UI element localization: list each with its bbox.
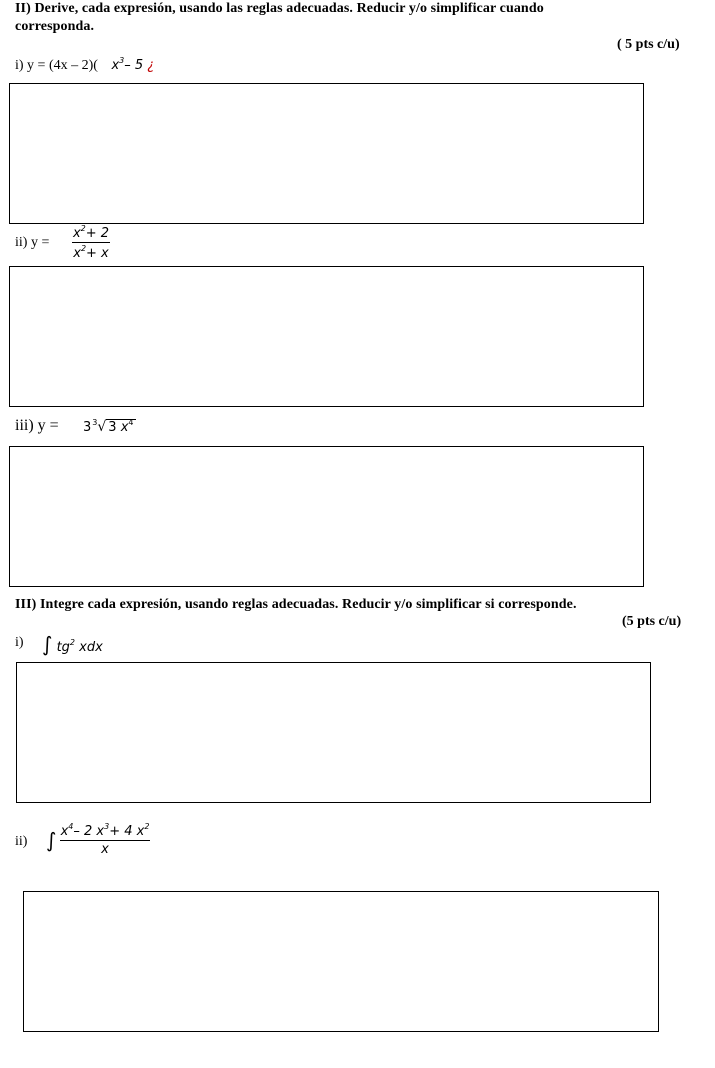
- section-3-heading: III) Integre cada expresión, usando reglas adecuadas. Reducir y/o simplificar si corresponde.: [15, 597, 577, 612]
- section-2-heading: II) Derive, cada expresión, usando las reglas adecuadas. Reducir y/o simplificar cuando corresponda.: [15, 1, 544, 34]
- item-3-ii-fraction: [60, 822, 150, 857]
- item-2-iii-coefficient: 3: [83, 420, 92, 435]
- answer-box-3-i[interactable]: [16, 662, 651, 803]
- item-2-i-expression: $x^3-$ 5 ¿: [111, 56, 155, 73]
- answer-box-3-ii[interactable]: [23, 891, 659, 1032]
- section-2-points: ( 5 pts c/u): [617, 37, 680, 52]
- item-2-ii-fraction: [72, 224, 110, 261]
- integral-icon: ∫: [46, 828, 57, 852]
- radical-icon: √: [97, 419, 107, 435]
- item-2-iii-label: iii) y =: [15, 417, 59, 434]
- fraction-bar: [72, 242, 110, 243]
- item-3-ii-numerator: $x^4-$ 2 $x^3+ 4$ $x^2$: [60, 822, 150, 839]
- item-2-iii-expression: [83, 418, 136, 435]
- fraction-bar: [60, 840, 150, 841]
- item-3-ii-label: ii): [15, 834, 28, 849]
- integral-icon: ∫: [42, 632, 53, 656]
- item-2-ii-denominator: $x^2+ x$: [73, 244, 109, 261]
- item-3-i-expression: ∫ $tg^2$ xdx: [42, 632, 103, 656]
- item-2-iii-radicand: 3 $x^4$: [108, 418, 134, 435]
- item-2-iii-root-index: 3: [92, 418, 98, 427]
- item-2-ii-label: ii) y =: [15, 235, 50, 250]
- item-2-i: [15, 56, 154, 74]
- item-2-ii-numerator: $x^2+ 2$: [72, 224, 110, 241]
- item-2-i-label: i) y = (4x – 2)(: [15, 58, 98, 73]
- item-3-i-label: i): [15, 635, 24, 650]
- answer-box-2-ii[interactable]: [9, 266, 644, 407]
- section-3-points: (5 pts c/u): [622, 614, 682, 629]
- answer-box-2-iii[interactable]: [9, 446, 644, 587]
- answer-box-2-i[interactable]: [9, 83, 644, 224]
- item-3-ii-denominator: x: [101, 842, 109, 857]
